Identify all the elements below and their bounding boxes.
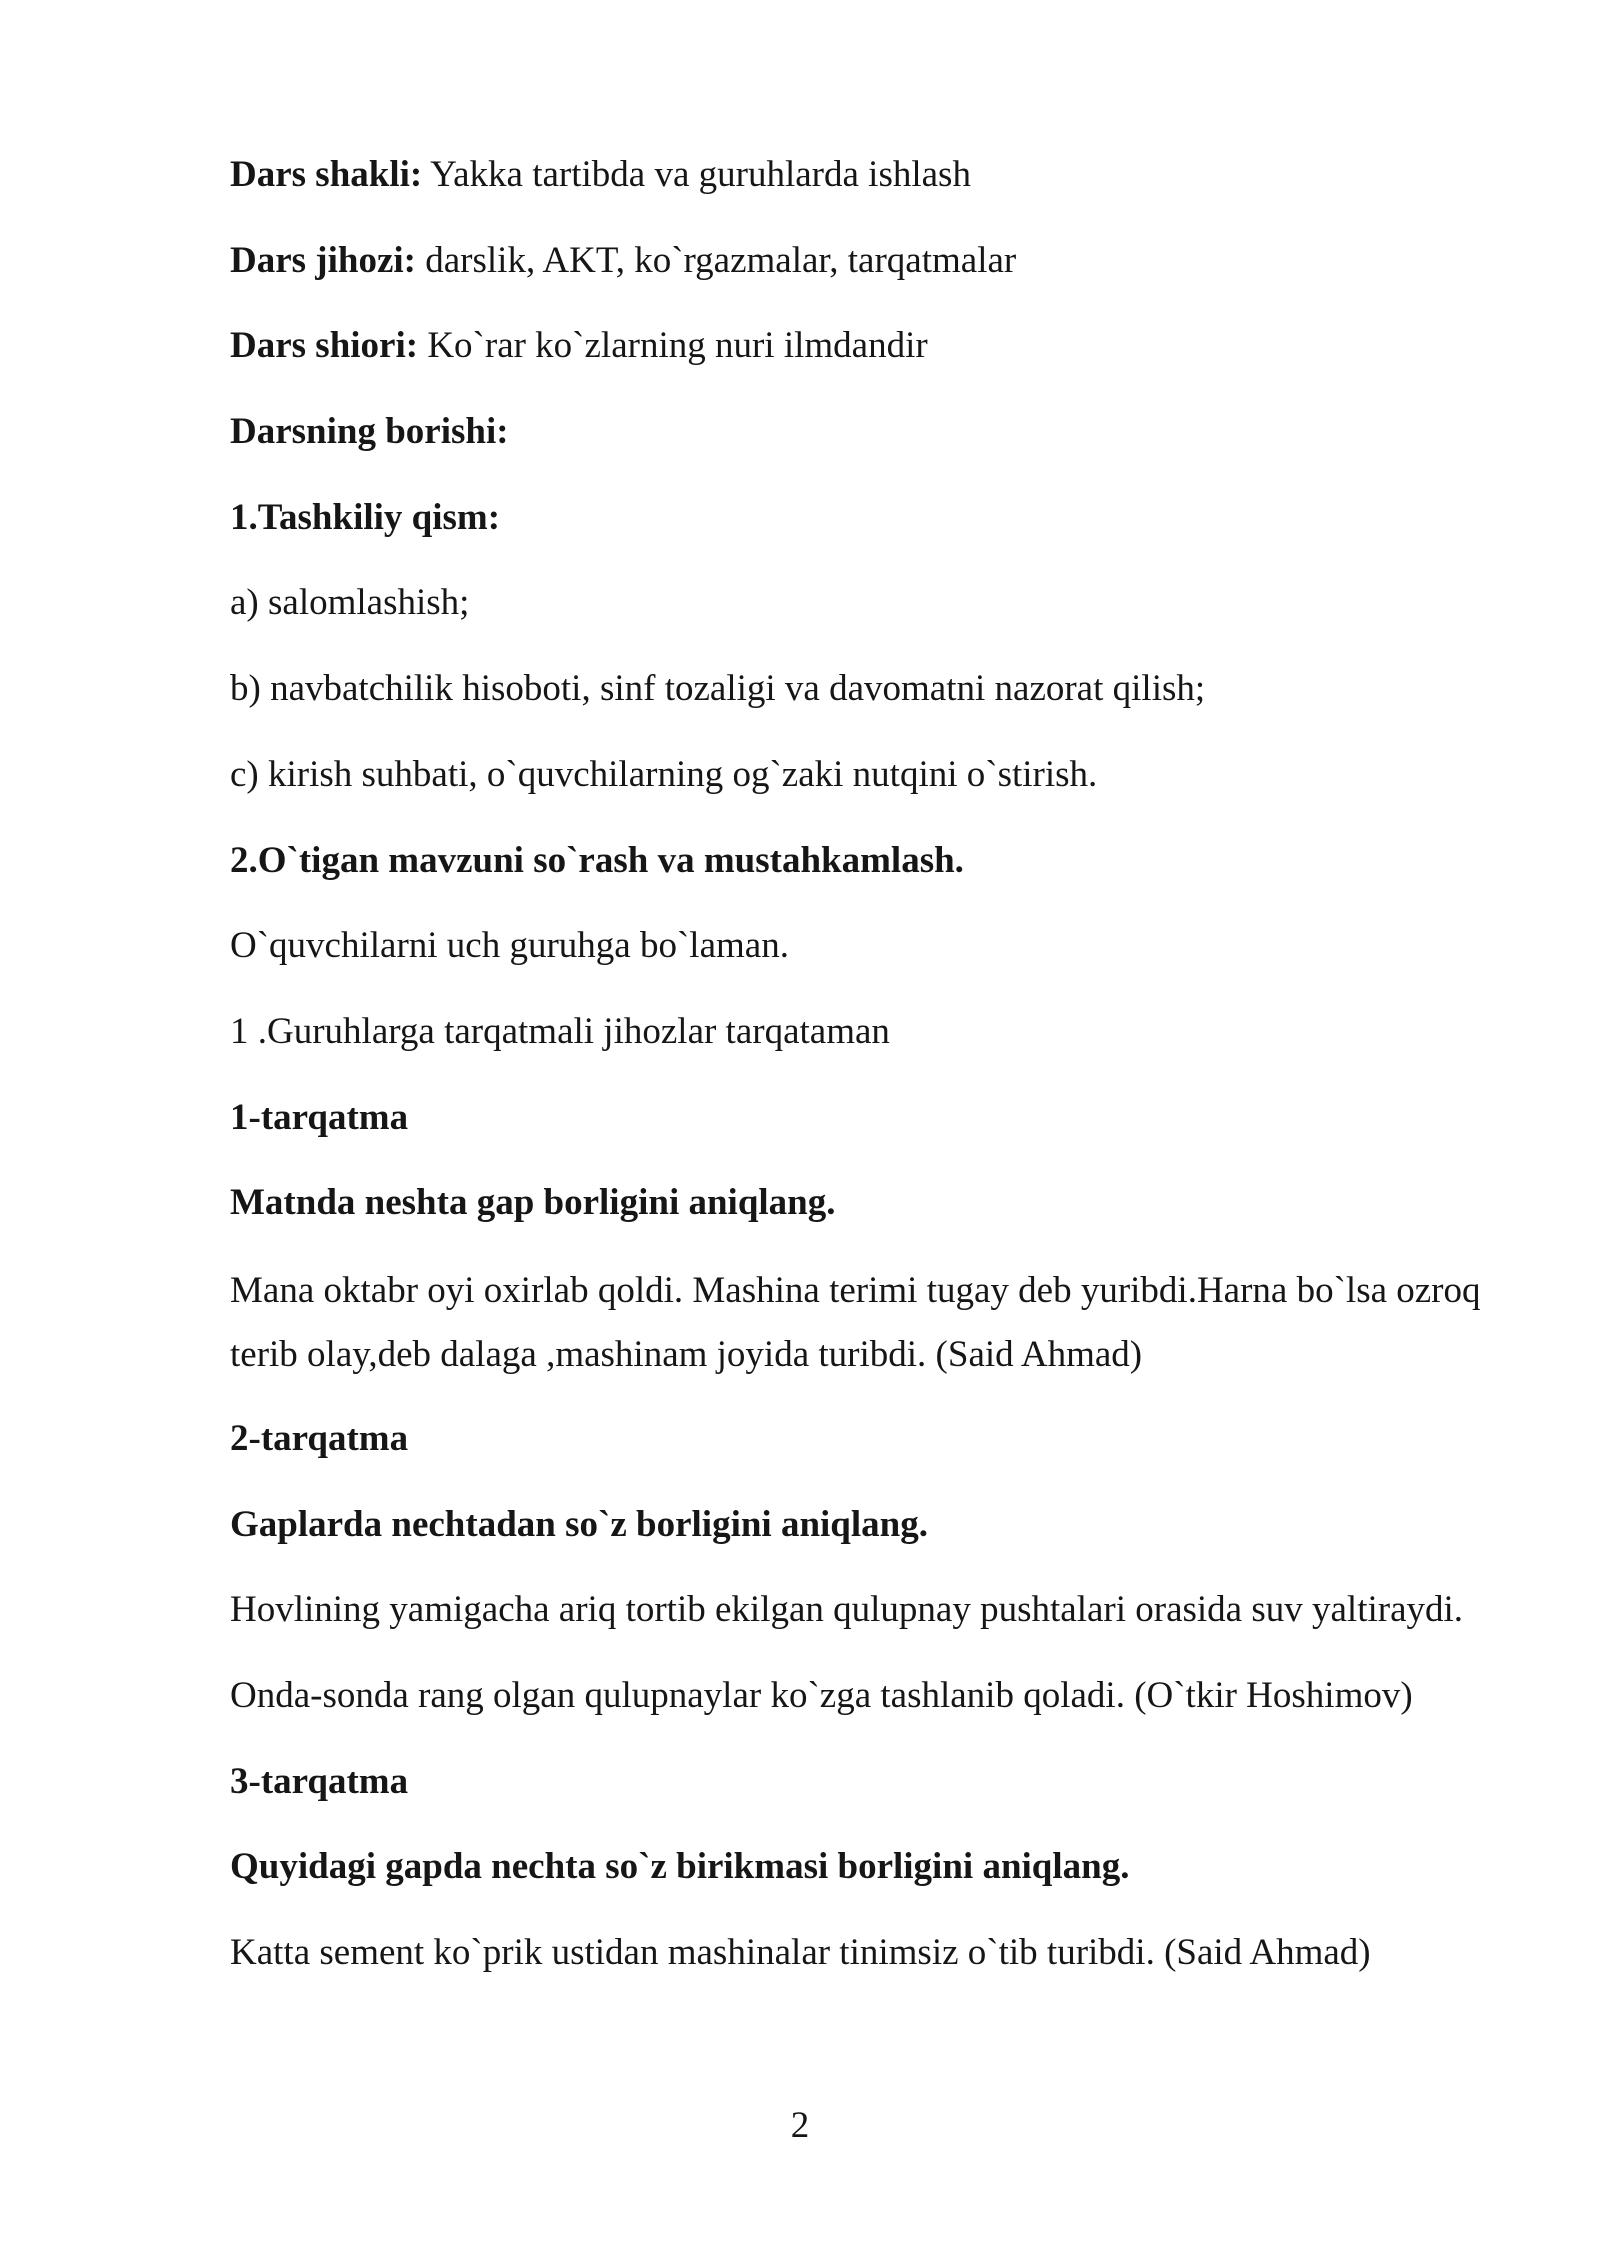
handout3-task: Quyidagi gapda nechta so`z birikmasi borligini aniqlang. — [230, 1846, 1130, 1888]
handout2-text2: Onda-sonda rang olgan qulupnaylar ko`zga tashlanib qoladi. (O`tkir Hoshimov) — [230, 1675, 1413, 1716]
dars-shakli-value: Yakka tartibda va guruhlarda ishlash — [422, 154, 971, 195]
section2-heading: 2.O`tigan mavzuni so`rash va mustahkamlash. — [230, 839, 964, 881]
dars-jihozi-value: darslik, AKT, ko`rgazmalar, tarqatmalar — [416, 239, 1017, 281]
dars-shiori-label: Dars shiori: — [230, 325, 419, 367]
dars-jihozi-label: Dars jihozi: — [230, 239, 416, 281]
dars-shiori-line — [230, 316, 1500, 376]
handout3-text: Katta sement ko`prik ustidan mashinalar tinimsiz o`tib turibdi. (Said Ahmad) — [230, 1932, 1371, 1974]
handout2-task: Gaplarda nechtadan so`z borligini aniqlang. — [230, 1503, 928, 1545]
handout3-title: 3-tarqatma — [230, 1760, 409, 1802]
section1-item-c: c) kirish suhbati, o`quvchilarning og`zaki nutqini o`stirish. — [230, 753, 1098, 795]
page-number: 2 — [790, 2105, 810, 2146]
dars-shakli-line — [230, 145, 1500, 205]
handout2-title: 2-tarqatma — [230, 1417, 409, 1459]
section1-heading: 1.Tashkiliy qism: — [230, 496, 501, 538]
section1-item-a: a) salomlashish; — [230, 582, 470, 624]
dars-shiori-value: Ko`rar ko`zlarning nuri ilmdandir — [418, 325, 928, 367]
dars-shakli-label: Dars shakli: — [230, 154, 423, 195]
handout1-task: Matnda neshta gap borligini aniqlang. — [230, 1182, 836, 1224]
section2-line1: O`quvchilarni uch guruhga bo`laman. — [230, 925, 789, 967]
handout1-title: 1-tarqatma — [230, 1096, 409, 1138]
handout1-text: Mana oktabr oyi oxirlab qoldi. Mashina terimi tugay deb yuribdi.Harna bo`lsa ozroq terib olay,deb dalaga ,mashinam joyida turibdi. (Said Ahmad) — [230, 1269, 1481, 1375]
section1-item-b: b) navbatchilik hisoboti, sinf tozaligi va davomatni nazorat qilish; — [230, 668, 1206, 710]
section2-line2: 1 .Guruhlarga tarqatmali jihozlar tarqataman — [230, 1010, 890, 1052]
darsning-borishi-heading: Darsning borishi: — [230, 411, 509, 453]
handout2-text1: Hovlining yamigacha ariq tortib ekilgan qulupnay pushtalari orasida suv yaltiraydi. — [230, 1589, 1464, 1631]
dars-jihozi-line — [230, 231, 1500, 291]
